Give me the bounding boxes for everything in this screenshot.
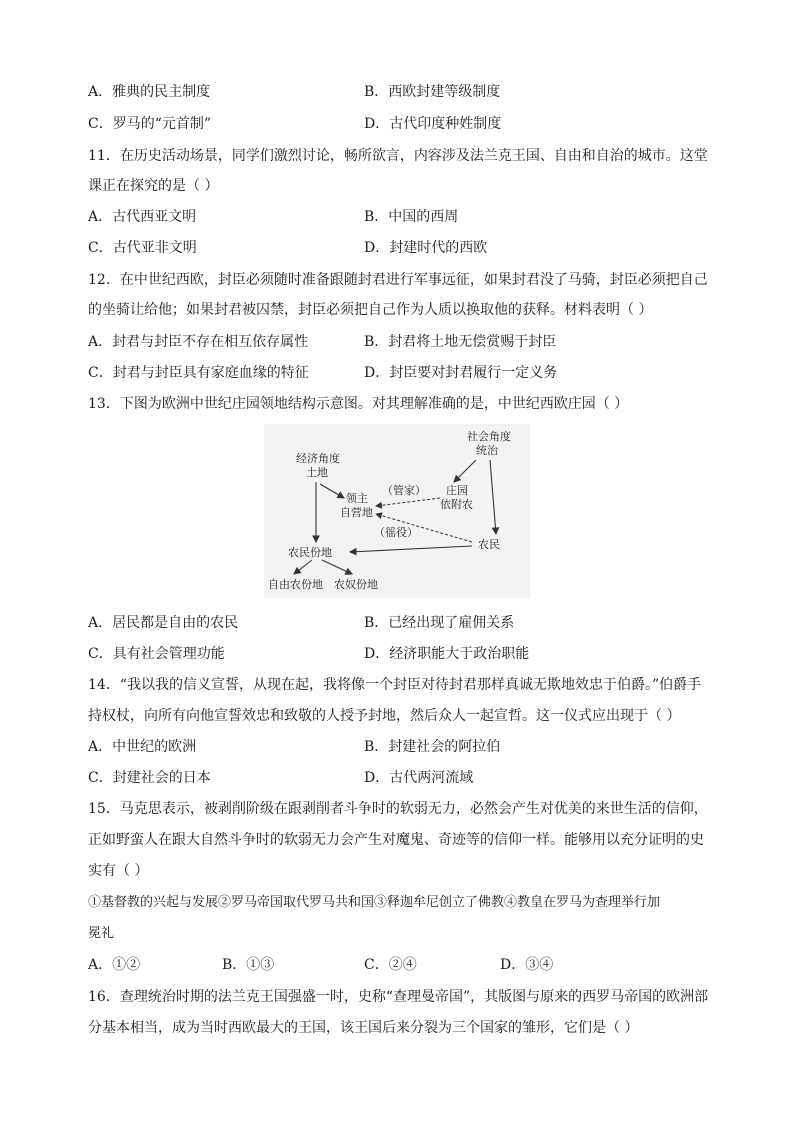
diagram-economic-label: 经济角度 — [296, 452, 340, 465]
arrow-rule-to-peasants — [490, 460, 496, 534]
q10-option-b[interactable]: B．西欧封建等级制度 — [364, 84, 501, 100]
q15-items-line1: ①基督教的兴起与发展②罗马帝国取代罗马共和国③释迦牟尼创立了佛教④教皇在罗马为查理举行加 — [88, 895, 661, 910]
q15-option-b[interactable]: B．①③ — [222, 957, 275, 973]
q14-stem-line2: 持权杖，向所有向他宣誓效忠和致敬的人授予封地，然后众人一起宣哲。这一仪式应出现于（ ） — [88, 708, 681, 724]
q12-option-b[interactable]: B．封君将土地无偿赏赐于封臣 — [364, 334, 557, 350]
q11-stem-line2: 课正在探究的是（ ） — [88, 178, 219, 194]
q16-stem-line1: 16．查理统治时期的法兰克王国强盛一时，史称“查理曼帝国”，其版图与原来的西罗马帝国的欧洲部 — [88, 989, 709, 1005]
q15-stem-line2: 正如野蛮人在跟大自然斗争时的软弱无力会产生对魔鬼、奇迹等的信仰一样。能够用以充分证明的史 — [88, 832, 704, 848]
q10-option-a[interactable]: A．雅典的民主制度 — [88, 84, 211, 100]
q12-stem-line2: 的坐骑让给他；如果封君被囚禁，封臣必须把自己作为人质以换取他的获释。材料表明（ ） — [88, 302, 653, 318]
diagram-peasants-label: 农民 — [478, 538, 500, 551]
q13-option-b[interactable]: B．已经出现了雇佣关系 — [364, 615, 515, 631]
diagram-dependent-label: 依附农 — [440, 498, 473, 511]
diagram-demesne-label: 自营地 — [340, 506, 373, 519]
q11-stem-line1: 11．在历史活动场景，同学们激烈讨论，畅所欲言，内容涉及法兰克王国、自由和自治的城市。这堂 — [88, 148, 708, 164]
q13-stem: 13．下图为欧洲中世纪庄园领地结构示意图。对其理解准确的是，中世纪西欧庄园（ ） — [88, 396, 629, 412]
manor-diagram-svg — [264, 424, 530, 598]
diagram-land-label: 土地 — [306, 466, 328, 479]
diagram-manor-label: 庄园 — [446, 484, 468, 497]
q10-option-c[interactable]: C．罗马的“元首制” — [88, 116, 212, 132]
q15-items-line2: 冕礼 — [88, 926, 115, 941]
arrow-manor-to-lord — [376, 498, 440, 506]
q15-option-c[interactable]: C．②④ — [364, 957, 417, 973]
q11-option-d[interactable]: D．封建时代的西欧 — [364, 240, 488, 256]
q14-option-c[interactable]: C．封建社会的日本 — [88, 770, 211, 786]
diagram-serf-land-label: 农奴份地 — [334, 578, 378, 591]
diagram-steward-label: （管家） — [382, 484, 426, 497]
diagram-corvee-label: （徭役） — [374, 526, 418, 539]
arrow-land-to-lord — [320, 484, 344, 498]
diagram-lord-label: 领主 — [346, 492, 368, 505]
arrow-peasants-to-peasant-land — [350, 546, 472, 552]
q11-option-a[interactable]: A．古代西亚文明 — [88, 209, 197, 225]
arrow-to-serf-land — [322, 560, 352, 574]
q12-option-a[interactable]: A．封君与封臣不存在相互依存属性 — [88, 334, 309, 350]
q13-option-c[interactable]: C．具有社会管理功能 — [88, 646, 225, 662]
q12-option-c[interactable]: C．封君与封臣具有家庭血缘的特征 — [88, 365, 309, 381]
q15-option-d[interactable]: D．③④ — [500, 957, 554, 973]
q13-option-d[interactable]: D．经济职能大于政治职能 — [364, 646, 530, 662]
q15-stem-line1: 15．马克思表示，被剥削阶级在跟剥削者斗争时的软弱无力，必然会产生对优美的来世生活的信仰， — [88, 801, 708, 817]
arrow-rule-to-manor — [454, 460, 476, 482]
q12-stem-line1: 12．在中世纪西欧，封臣必须随时准备跟随封君进行军事远征，如果封君没了马骑，封臣必须把自己 — [88, 272, 708, 288]
diagram-social-label: 社会角度 — [467, 430, 511, 443]
q12-option-d[interactable]: D．封臣要对封君履行一定义务 — [364, 365, 558, 381]
manor-structure-diagram — [264, 424, 530, 598]
q15-option-a[interactable]: A．①② — [88, 957, 141, 973]
q11-option-b[interactable]: B．中国的西周 — [364, 209, 459, 225]
diagram-rule-label: 统治 — [476, 444, 498, 457]
arrow-to-free-land — [294, 560, 312, 574]
q14-option-b[interactable]: B．封建社会的阿拉伯 — [364, 739, 501, 755]
q14-stem-line1: 14．“我以我的信义宣誓，从现在起，我将像一个封臣对待封君那样真诚无欺地效忠于伯爵。”伯爵手 — [88, 677, 702, 693]
q14-option-d[interactable]: D．古代两河流域 — [364, 770, 474, 786]
diagram-free-land-label: 自由农份地 — [268, 578, 323, 591]
q15-stem-line3: 实有（ ） — [88, 863, 149, 879]
diagram-peasant-land-label: 农民份地 — [288, 546, 332, 559]
q10-option-d[interactable]: D．古代印度种姓制度 — [364, 116, 502, 132]
q13-option-a[interactable]: A．居民都是自由的农民 — [88, 615, 239, 631]
q11-option-c[interactable]: C．古代亚非文明 — [88, 240, 197, 256]
q14-option-a[interactable]: A．中世纪的欧洲 — [88, 739, 197, 755]
q16-stem-line2: 分基本相当，成为当时西欧最大的王国，该王国后来分裂为三个国家的雏形，它们是（ ） — [88, 1020, 639, 1036]
